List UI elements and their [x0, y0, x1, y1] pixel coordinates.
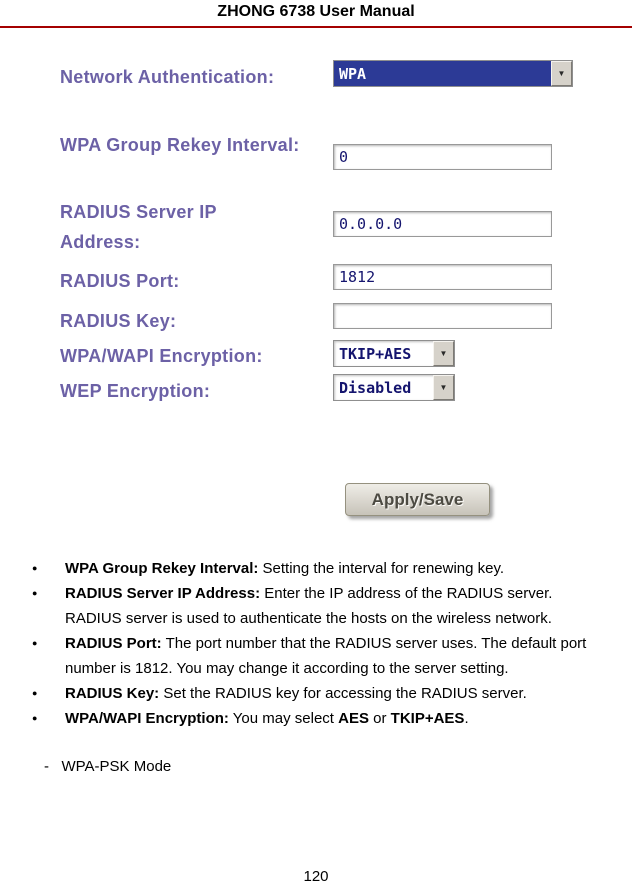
bullet-lead: RADIUS Port: [65, 635, 162, 652]
field-label-radius-port: RADIUS Port: [60, 271, 180, 291]
bullet-item [32, 631, 610, 681]
apply-save-button[interactable]: Apply/Save [345, 483, 490, 516]
page-title: ZHONG 6738 User Manual [217, 3, 415, 20]
radius-server-ip-address-input[interactable] [333, 211, 552, 237]
radius-port-input[interactable] [333, 264, 552, 290]
field-label-radius-server-ip-address: RADIUS Server IP Address: [60, 202, 217, 252]
wep-encryption-value: Disabled [339, 379, 412, 397]
header-divider [0, 26, 632, 28]
bullet-icon: ● [32, 713, 38, 723]
bullet-icon: ● [32, 563, 38, 573]
bullet-text [65, 581, 610, 631]
bullet-icon: ● [32, 688, 38, 698]
wpa-group-rekey-interval-input[interactable] [333, 144, 552, 170]
bullet-body: . [464, 710, 469, 727]
bullet-lead: RADIUS Key: [65, 685, 160, 702]
bullet-text [65, 556, 610, 581]
bullet-item [32, 706, 610, 731]
wep-encryption-select[interactable] [333, 374, 455, 401]
bullet-lead: WPA Group Rekey Interval: [65, 560, 259, 577]
bullet-body: or [368, 710, 391, 727]
bullet-body: The port number that the RADIUS server uses. The default port number is 1812. You may change it according to the server setting. [65, 635, 587, 677]
radius-key-input[interactable] [333, 303, 552, 329]
dropdown-arrow-icon[interactable]: ▼ [433, 375, 454, 400]
bullet-list [32, 556, 610, 731]
bullet-item [32, 556, 610, 581]
bullet-lead: WPA/WAPI Encryption: [65, 710, 229, 727]
bullet-item [32, 581, 610, 631]
field-label-wep-encryption: WEP Encryption: [60, 381, 211, 401]
bullet-item [32, 681, 610, 706]
page-number: 120 [303, 868, 329, 885]
bullet-body: Enter the IP address of the RADIUS server. RADIUS server is used to authenticate the hosts on the wireless network. [65, 585, 553, 627]
bullet-body: Set the RADIUS key for accessing the RADIUS server. [159, 685, 527, 702]
wpa-wapi-encryption-value: TKIP+AES [339, 345, 412, 363]
bullet-body-bold: AES [338, 710, 369, 727]
bullet-body: You may select [228, 710, 339, 727]
bullet-icon: ● [32, 638, 38, 648]
dropdown-arrow-icon[interactable]: ▼ [433, 341, 454, 366]
dropdown-arrow-icon[interactable]: ▼ [551, 61, 572, 86]
bullet-body: Setting the interval for renewing key. [258, 560, 505, 577]
field-label-network-authentication: Network Authentication: [60, 67, 275, 87]
bullet-body-bold: TKIP+AES [390, 710, 465, 727]
wpa-psk-mode-note: - WPA-PSK Mode [44, 758, 172, 775]
bullet-lead: RADIUS Server IP Address: [65, 585, 261, 602]
network-authentication-select[interactable] [333, 60, 573, 87]
network-authentication-value: WPA [334, 61, 551, 86]
bullet-icon: ● [32, 588, 38, 598]
bullet-text [65, 681, 610, 706]
bullet-text [65, 631, 610, 681]
wpa-wapi-encryption-select[interactable] [333, 340, 455, 367]
bullet-text [65, 706, 610, 731]
field-label-wpa-group-rekey-interval: WPA Group Rekey Interval: [60, 135, 300, 155]
field-label-radius-key: RADIUS Key: [60, 311, 177, 331]
field-label-wpa-wapi-encryption: WPA/WAPI Encryption: [60, 346, 263, 366]
